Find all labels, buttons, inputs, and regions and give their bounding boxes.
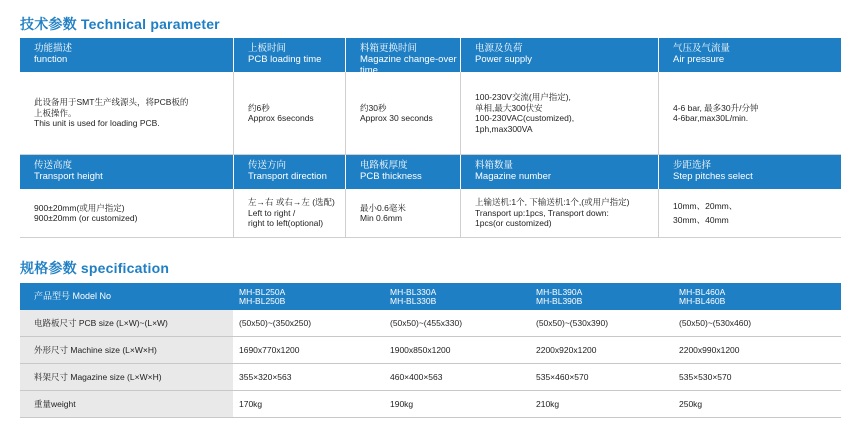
air-pressure-cell: 4-6 bar, 最多30升/分钟 4-6bar,max30L/min. (658, 72, 841, 154)
function-cell: 此设备用于SMT生产线源头，将PCB板的 上板操作。 This unit is used for loading PCB. (34, 97, 189, 129)
table-row (20, 391, 841, 418)
transport-height-cell: 900±20mm(或用户指定) 900±20mm (or customized) (34, 202, 138, 223)
table-cell: 1900x850x1200 (390, 345, 451, 355)
technical-parameter-title: 技术参数 Technical parameter (20, 16, 220, 32)
model-header: MH-BL460A MH-BL460B (679, 286, 726, 306)
table-row (20, 364, 841, 391)
table-cell: 210kg (536, 399, 560, 409)
loading-time-cell: 约6秒 Approx 6seconds (233, 72, 345, 154)
table-cell: (50x50)~(455x330) (390, 318, 463, 328)
model-header: MH-BL250A MH-BL250B (239, 286, 286, 306)
step-pitches-cell: 10mm、20mm、 30mm、40mm (658, 189, 841, 237)
table-cell: 460×400×563 (390, 372, 443, 382)
pcb-thickness-cell: 最小0.6毫米 Min 0.6mm (345, 189, 460, 237)
table-cell: 190kg (390, 399, 414, 409)
table-cell: 2200x920x1200 (536, 345, 597, 355)
tech-header-cell: 功能描述 function (34, 43, 73, 65)
table-cell: (50x50)~(530x460) (679, 318, 752, 328)
model-no-header: 产品型号 Model No (20, 283, 233, 310)
row-label: 外形尺寸 Machine size (L×W×H) (20, 337, 233, 363)
table-cell: 535×460×570 (536, 372, 589, 382)
magazine-number-cell: 上输送机:1个, 下输送机:1个,(或用户指定) Transport up:1pcs, Transport down: 1pcs(or customized) (460, 189, 658, 237)
table-row (20, 337, 841, 364)
tech-header-cell: 气压及气流量 Air pressure (658, 38, 841, 72)
tech-header-row-2 (20, 155, 841, 189)
tech-header-cell: 上板时间 PCB loading time (233, 38, 345, 72)
row-label: 电路板尺寸 PCB size (L×W)~(L×W) (20, 310, 233, 336)
changeover-time-cell: 约30秒 Approx 30 seconds (345, 72, 460, 154)
technical-parameter-table (20, 38, 841, 238)
tech-body-row-2 (20, 189, 841, 238)
row-label: 料架尺寸 Magazine size (L×W×H) (20, 364, 233, 390)
row-label: 重量weight (20, 391, 233, 417)
table-cell: 535×530×570 (679, 372, 732, 382)
tech-header-cell: 料箱更换时间 Magazine change-over time (345, 38, 460, 72)
spec-header-row (20, 283, 841, 310)
table-cell: 2200x990x1200 (679, 345, 740, 355)
specification-table (20, 283, 841, 418)
tech-header-cell: 料箱数量 Magazine number (460, 155, 658, 189)
tech-body-row-1 (20, 72, 841, 155)
table-cell: 355×320×563 (239, 372, 292, 382)
power-supply-cell: 100-230V交流(用户指定), 单相,最大300伏安 100-230VAC(customized), 1ph,max300VA (460, 72, 658, 154)
transport-direction-cell: 左→右 或右→左 (选配) Left to right / right to left(optional) (233, 189, 345, 237)
model-header: MH-BL390A MH-BL390B (536, 286, 583, 306)
table-cell: (50x50)~(530x390) (536, 318, 609, 328)
specification-title: 规格参数 specification (20, 260, 170, 276)
tech-header-cell: 电源及负荷 Power supply (460, 38, 658, 72)
table-row (20, 310, 841, 337)
tech-header-cell: 传送方向 Transport direction (233, 155, 345, 189)
model-header: MH-BL330A MH-BL330B (390, 286, 437, 306)
tech-header-cell: 传送高度 Transport height (34, 160, 103, 182)
tech-header-row-1 (20, 38, 841, 76)
table-cell: 1690x770x1200 (239, 345, 300, 355)
table-cell: 170kg (239, 399, 263, 409)
table-cell: 250kg (679, 399, 703, 409)
tech-header-cell: 步距选择 Step pitches select (658, 155, 841, 189)
table-cell: (50x50)~(350x250) (239, 318, 312, 328)
tech-header-cell: 电路板厚度 PCB thickness (345, 155, 460, 189)
